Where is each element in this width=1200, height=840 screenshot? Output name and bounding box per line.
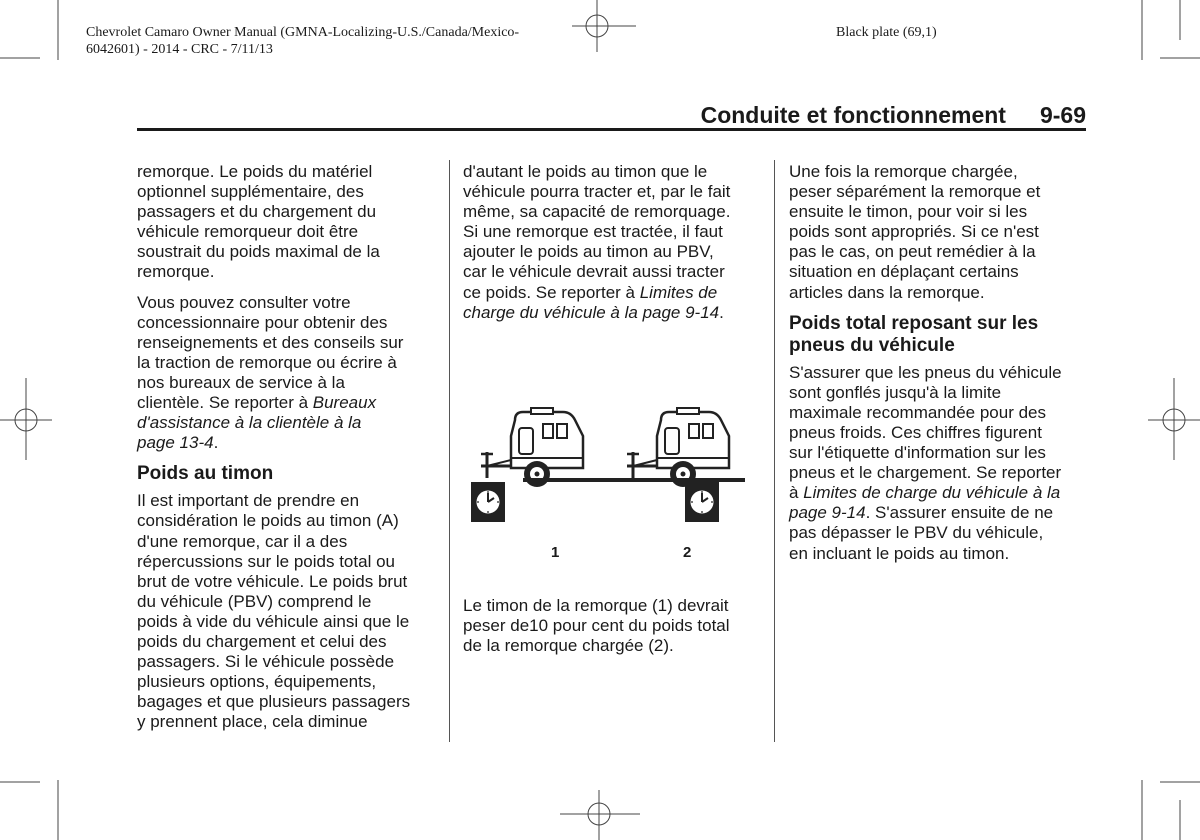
ground-platform [617,478,745,482]
section-title [701,102,1086,128]
text-line [463,283,763,303]
text-line: Une fois la remorque chargée, [789,162,1018,181]
text-line: car le véhicule devrait aussi tracter [463,262,725,282]
paragraph [137,162,437,283]
column-separator-1 [449,160,450,742]
paragraph [789,363,1089,564]
cross-reference-link[interactable]: Limites de charge du véhicule à la [803,483,1061,503]
trailer-weighing-illustration [463,392,763,532]
text-line: poids du chargement et celui des [137,631,387,651]
text-line: plusieurs options, équipements, [137,672,377,692]
paragraph [463,162,763,323]
text-line [137,393,437,413]
cross-reference-link[interactable]: page 13-4 [137,433,214,453]
text-line: Le timon de la remorque (1) devrait [463,596,729,615]
figure-caption [463,596,763,656]
column-3 [789,162,1089,574]
text-line: passagers et du chargement du [137,202,377,222]
text-line: remorque. Le poids du matériel [137,162,373,181]
text-line: répercussions sur le poids total ou [137,551,395,571]
text-line: renseignements et des conseils sur [137,332,404,352]
text-line: bagages et que plusieurs passagers [137,692,411,712]
text-line: Si une remorque est tractée, il faut [463,222,723,242]
section-title-text: Conduite et fonctionnement [700,102,1006,128]
text-line: de la remorque chargée (2). [463,636,674,656]
text-line: pneus et le chargement. Se reporter [789,463,1062,483]
cross-reference-link[interactable]: Limites de [639,282,718,302]
cross-reference-link[interactable]: d'assistance à la clientèle à la [137,413,362,433]
text-line: véhicule pourra tracter et, par le fait [463,182,731,202]
text-run: . S'assurer ensuite de ne [865,503,1054,523]
print-header-line-2: 6042601) - 2014 - CRC - 7/11/13 [86,42,273,57]
section-heading [789,313,1089,357]
text-line: véhicule remorqueur doit être [137,222,359,242]
text-line: poids à vide du véhicule ainsi que le [137,611,410,631]
text-line [789,483,1089,503]
print-header-right: Black plate (69,1) [836,25,937,40]
scale-2-icon [685,482,719,522]
text-line: passagers. Si le véhicule possède [137,652,395,672]
text-line: sont gonflés jusqu'à la limite [789,382,1002,402]
cross-reference-link[interactable]: Bureaux [312,393,377,413]
trailer-2-icon [627,408,729,487]
text-line: maximale recommandée pour des [789,402,1047,422]
text-line [463,303,763,323]
text-line: nos bureaux de service à la [137,372,345,392]
text-line: d'une remorque, car il a des [137,531,348,551]
text-line: y prennent place, cela diminue [137,712,368,732]
text-line: pneus froids. Ces chiffres figurent [789,422,1042,442]
text-line: peser séparément la remorque et [789,182,1041,202]
text-line: du véhicule (PBV) comprend le [137,591,372,611]
section-heading: Poids au timon [137,463,274,485]
text-line: d'autant le poids au timon que le [463,162,708,181]
registration-mark-top [572,0,636,52]
text-line: pas le cas, on peut remédier à la [789,242,1036,262]
text-run: . [213,433,219,453]
print-header-left [86,24,519,58]
text-line: concessionnaire pour obtenir des [137,312,388,332]
column-separator-2 [774,160,775,742]
text-run: à [789,483,804,503]
text-line: peser de10 pour cent du poids total [463,616,730,636]
text-line: ensuite le timon, pour voir si les [789,202,1028,222]
header-rule [137,128,1086,131]
figure-label-1: 1 [551,544,560,561]
text-line: soustrait du poids maximal de la [137,242,380,262]
registration-mark-bottom [560,790,640,840]
text-line: ajouter le poids au timon au PBV, [463,242,714,262]
text-run: clientèle. Se reporter à [137,393,313,413]
cross-reference-link[interactable]: page 9-14 [789,503,866,523]
print-header-line-1: Chevrolet Camaro Owner Manual (GMNA-Localizing-U.S./Canada/Mexico- [86,25,520,40]
scale-1-icon [471,482,505,522]
heading-line: pneus du véhicule [789,334,955,356]
trailer-1-icon [481,408,583,487]
text-line: pas dépasser le PBV du véhicule, [789,523,1044,543]
text-line [137,413,437,433]
column-1 [137,162,437,742]
figure-label-2: 2 [683,544,692,561]
trailer-tongue-weight-figure [463,392,763,572]
text-run: ce poids. Se reporter à [463,282,640,302]
registration-mark-right [1148,378,1200,460]
text-line: remorque. [137,262,215,282]
text-line: en incluant le poids au timon. [789,543,1010,563]
paragraph [137,491,437,732]
text-line: optionnel supplémentaire, des [137,182,364,202]
heading-line: Poids total reposant sur les [789,312,1039,334]
registration-mark-left [0,378,52,460]
text-line: Il est important de prendre en [137,491,360,511]
text-line: la traction de remorque ou écrire à [137,352,397,372]
text-run: . [719,302,724,322]
text-line: considération le poids au timon (A) [137,511,399,531]
text-line: Vous pouvez consulter votre [137,292,351,312]
cross-reference-link[interactable]: charge du véhicule à la page 9-14 [463,302,720,322]
paragraph [137,293,437,454]
text-line [137,433,437,453]
text-line: situation en déplaçant certains [789,262,1019,282]
text-line: poids sont appropriés. Si ce n'est [789,222,1039,242]
text-line: S'assurer que les pneus du véhicule [789,362,1062,382]
text-line: articles dans la remorque. [789,282,985,302]
page-number: 9-69 [1039,102,1086,128]
text-line: sur l'étiquette d'information sur les [789,443,1046,463]
text-line: brut de votre véhicule. Le poids brut [137,571,408,591]
text-line: même, sa capacité de remorquage. [463,202,731,222]
ground-platform [523,478,617,482]
text-line [789,503,1089,523]
column-2 [463,162,763,333]
paragraph [789,162,1089,303]
